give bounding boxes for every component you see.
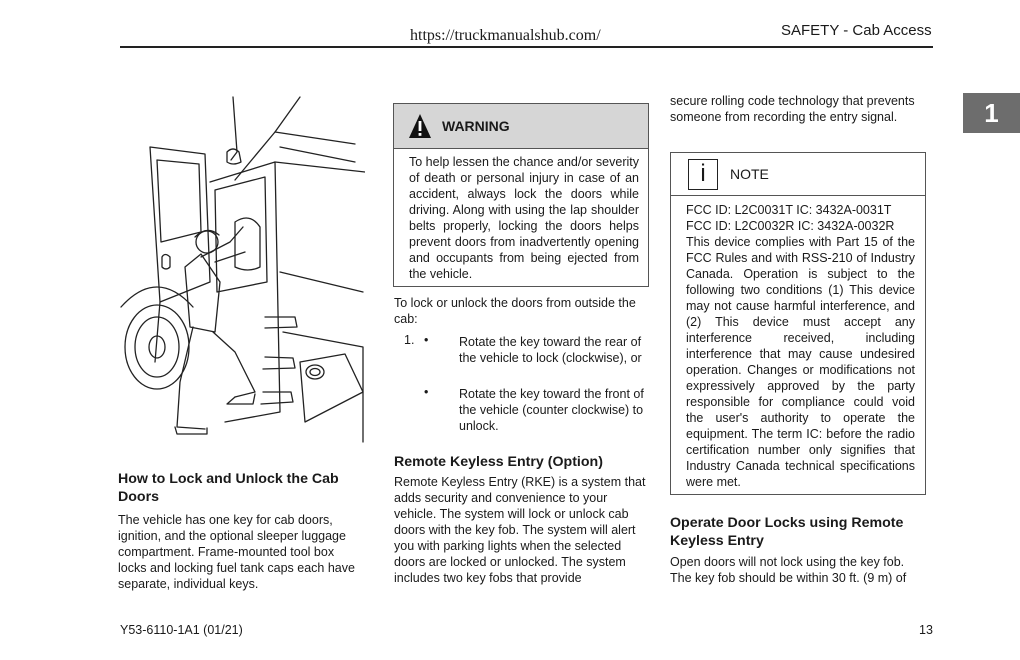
note-fcc-id-1: FCC ID: L2C0031T IC: 3432A-0031T <box>686 203 892 217</box>
bullet-mark: • <box>424 385 429 399</box>
note-header <box>671 153 925 196</box>
note-fcc-id-2: FCC ID: L2C0032R IC: 3432A-0032R <box>686 219 895 233</box>
rke-continuation: secure rolling code technology that prevents someone from recording the entry signal. <box>670 94 915 124</box>
rke-heading: Remote Keyless Entry (Option) <box>394 454 603 470</box>
bullet-lock: Rotate the key toward the rear of the vehicle to lock (clockwise), or <box>459 335 642 365</box>
door-locks-rke-heading: Operate Door Locks using Remote Keyless Entry <box>670 515 904 549</box>
info-i-icon: i <box>688 159 718 190</box>
rke-body: Remote Keyless Entry (RKE) is a system that adds security and convenience to your vehicle. The system will lock or unlock cab doors with the key fob. The system will alert you with parking lights when the selected doors are locked or unlocked. The system includes two key fobs that provide <box>394 475 646 585</box>
note-box <box>670 152 926 495</box>
footer-doc-number: Y53-6110-1A1 (01/21) <box>120 623 243 637</box>
cab-entry-illustration <box>115 92 365 447</box>
header-section-title: SAFETY - Cab Access <box>781 22 932 39</box>
header-url: https://truckmanualshub.com/ <box>410 27 601 44</box>
door-locks-rke-body: Open doors will not lock using the key fob. The key fob should be within 30 ft. (9 m) of <box>670 555 907 585</box>
lock-unlock-body: The vehicle has one key for cab doors, ignition, and the optional sleeper luggage compartment. Frame-mounted tool box locks and locking fuel tank caps each have separate, individual keys. <box>118 513 355 591</box>
lock-unlock-heading: How to Lock and Unlock the Cab Doors <box>118 471 339 505</box>
warning-label: WARNING <box>442 118 510 134</box>
lock-instructions-intro: To lock or unlock the doors from outside the cab: <box>394 296 636 326</box>
header-rule <box>120 46 933 48</box>
warning-box <box>393 103 649 287</box>
warning-header <box>394 104 648 149</box>
chapter-tab: 1 <box>963 93 1020 133</box>
note-text: This device complies with Part 15 of the FCC Rules and with RSS-210 of Industry Canada. Operation is subject to the following two conditions (1) This device may not cause harmful interference, and (2) This device must accept any interference received, including interference that may cause undesired operation. Changes or modifications not expressively approved by the party responsible for compliance could void the user's authority to operate the equipment. The term IC: before the radio certification number only signifies that Industry Canada technical specifications were met. <box>686 235 915 489</box>
bullet-unlock: Rotate the key toward the front of the vehicle (counter clockwise) to unlock. <box>459 387 644 433</box>
note-label: NOTE <box>730 166 769 182</box>
footer-page-number: 13 <box>919 623 933 637</box>
step-number: 1. <box>404 333 415 347</box>
warning-text: To help lessen the chance and/or severity of death or personal injury in case of an accident, always lock the doors while driving. Along with using the lap shoulder belts properly, locking the doors helps prevent doors from inadvertently opening and occupants from being ejected from the vehicle. <box>409 155 639 281</box>
warning-triangle-icon <box>408 113 432 139</box>
bullet-mark: • <box>424 333 429 347</box>
